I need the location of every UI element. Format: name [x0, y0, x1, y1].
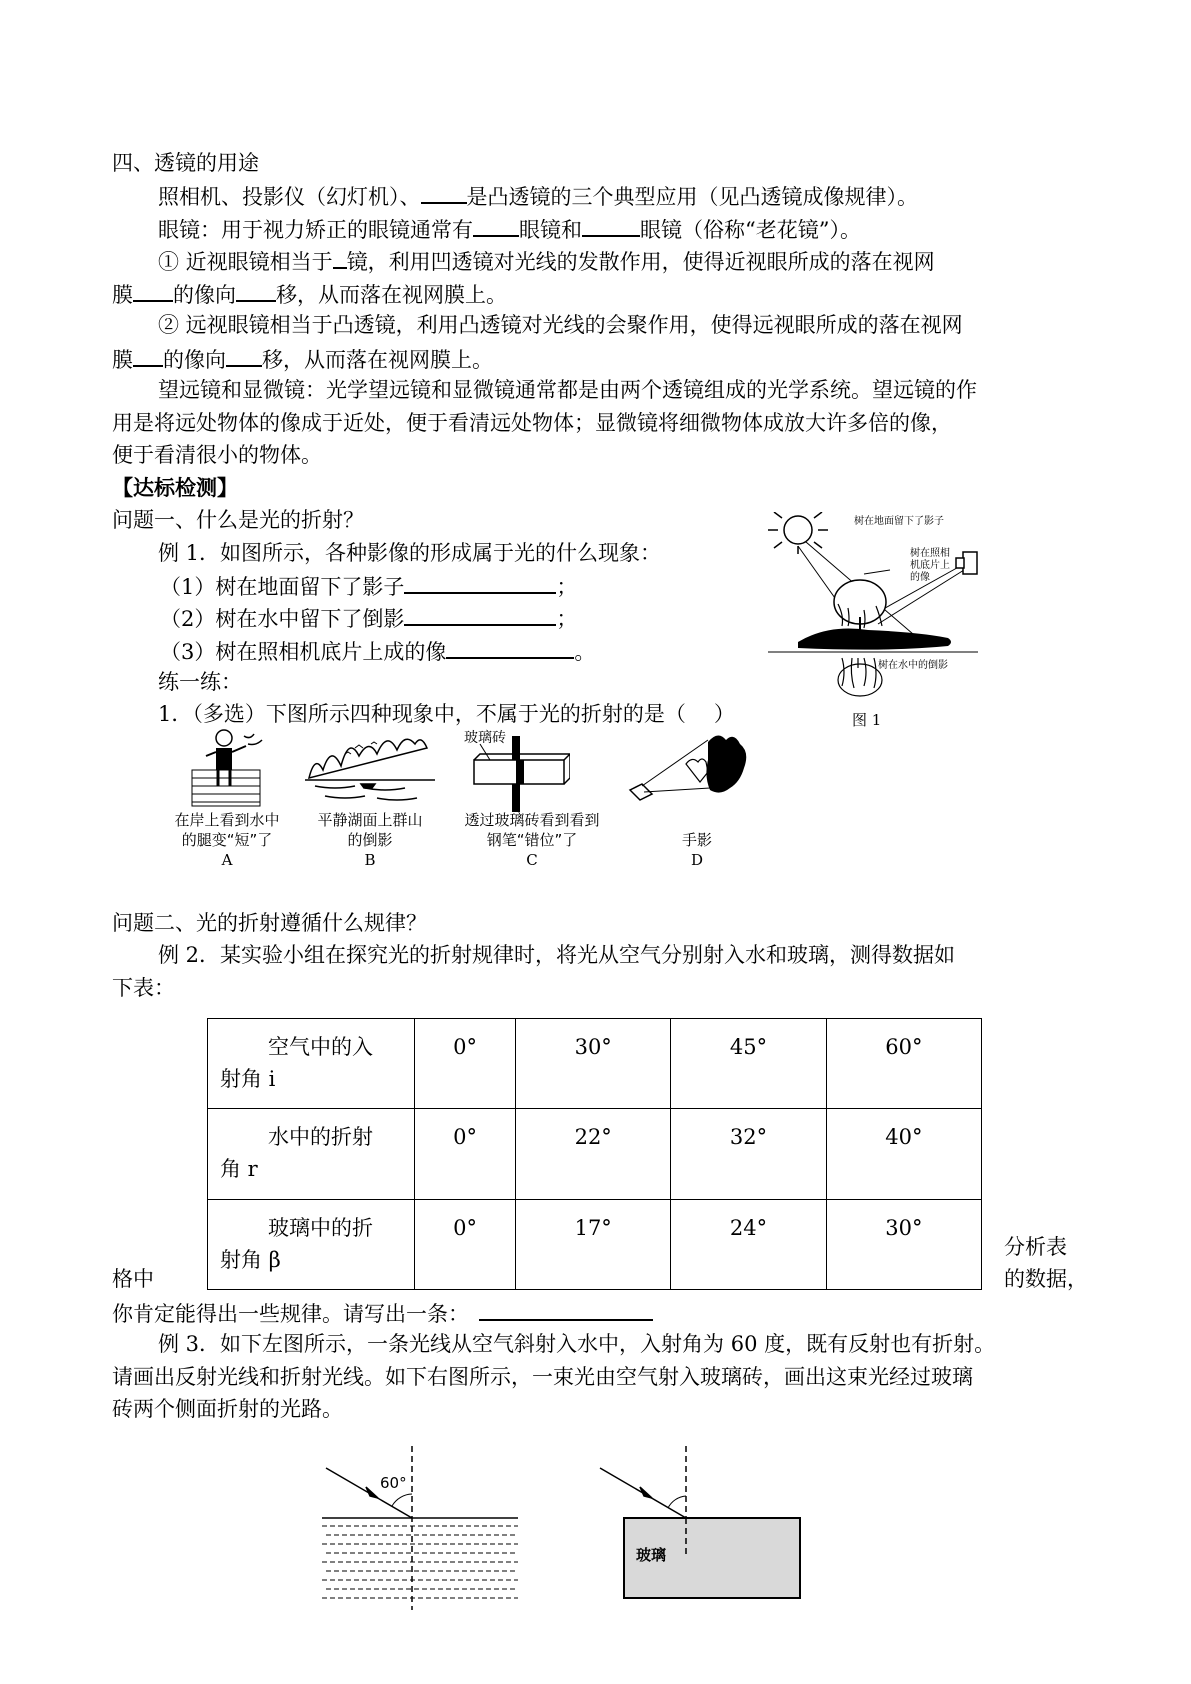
label-shadow: 树在地面留下了影子	[854, 516, 944, 527]
paragraph-telescope-1: 望远镜和显微镜：光学望远镜和显微镜通常都是由两个透镜组成的光学系统。望远镜的作	[158, 378, 977, 402]
glass-brick-label: 玻璃砖	[464, 730, 506, 746]
answer-blank[interactable]	[133, 345, 163, 367]
island-ground	[768, 629, 978, 653]
refraction-data-table	[207, 1018, 982, 1290]
option-a[interactable]: 在岸上看到水中 的腿变“短”了 A	[174, 811, 280, 869]
glass-brick-pen-icon	[464, 729, 570, 812]
figure-water-refraction	[320, 1446, 520, 1610]
option-b[interactable]: 平静湖面上群山 的倒影 B	[317, 811, 423, 869]
label-camera-3: 的像	[910, 572, 930, 583]
table-cell: 0°	[415, 1019, 516, 1109]
figure-glass-refraction	[590, 1446, 810, 1606]
tree-icon	[834, 580, 886, 634]
paragraph-myopia-1: ① 近视眼镜相当于 镜，利用凹透镜对光线的发散作用，使得近视眼所成的落在视网	[158, 247, 935, 275]
label-camera-2: 机底片上	[910, 560, 950, 571]
table-cell: 22°	[516, 1109, 671, 1199]
row-header: 水中的折射 角 r	[208, 1109, 415, 1199]
camera-icon	[956, 552, 977, 574]
label-camera-1: 树在照相	[910, 548, 950, 559]
example-1-item-1: （1）树在地面留下了影子 ；	[160, 572, 577, 600]
person-in-water-icon	[192, 730, 262, 806]
example-3-line-2: 请画出反射光线和折射光线。如下右图所示，一束光由空气射入玻璃砖，画出这束光经过玻璃	[112, 1365, 973, 1389]
question-2: 问题二、光的折射遵循什么规律？	[112, 911, 427, 935]
table-cell: 30°	[516, 1019, 671, 1109]
figure-1-caption: 图 1	[852, 711, 882, 729]
check-heading: 【达标检测】	[112, 475, 238, 500]
example-1-item-2: （2）树在水中留下了倒影 ；	[160, 604, 577, 632]
table-row	[208, 1199, 982, 1289]
row-header: 玻璃中的折 射角 β	[208, 1199, 415, 1289]
answer-blank[interactable]	[133, 280, 173, 302]
answer-blank[interactable]	[226, 345, 262, 367]
answer-blank[interactable]	[479, 1299, 653, 1321]
row-header: 空气中的入 射角 i	[208, 1019, 415, 1109]
paragraph-glasses: 眼镜：用于视力矫正的眼镜通常有 眼镜和 眼镜（俗称“老花镜”）。	[158, 215, 861, 243]
example-1: 例 1．如图所示，各种影像的形成属于光的什么现象：	[158, 541, 662, 565]
table-cell: 45°	[671, 1019, 826, 1109]
example-1-item-3: （3）树在照相机底片上成的像 。	[160, 637, 595, 665]
example-3-line-3: 砖两个侧面折射的光路。	[112, 1397, 343, 1421]
option-a-image	[186, 728, 266, 810]
water-dashes	[322, 1526, 518, 1598]
example-2-line-2: 下表：	[112, 976, 175, 1000]
answer-blank[interactable]	[333, 247, 347, 269]
answer-blank[interactable]	[404, 604, 556, 626]
mountain-lake-icon	[305, 739, 435, 800]
angle-arc	[668, 1496, 686, 1508]
angle-arc	[392, 1494, 412, 1506]
figure-1-tree-sun	[768, 512, 978, 710]
answer-blank[interactable]	[421, 182, 467, 204]
table-cell: 40°	[826, 1109, 981, 1199]
table-row	[208, 1109, 982, 1199]
question-1: 问题一、什么是光的折射？	[112, 508, 364, 532]
option-d-image	[622, 728, 752, 808]
after-table-right-1: 分析表	[1004, 1235, 1067, 1259]
example-3-line-1: 例 3．如下左图所示，一条光线从空气斜射入水中，入射角为 60 度，既有反射也有折射。	[158, 1332, 996, 1356]
arrow-icon	[366, 1487, 378, 1498]
after-table-left: 格中	[112, 1267, 154, 1291]
section-title: 四、透镜的用途	[112, 151, 259, 175]
example-2-answer-line: 你肯定能得出一些规律。请写出一条：	[112, 1299, 653, 1327]
practice-question-1: 1．（多选）下图所示四种现象中，不属于光的折射的是（ ）	[158, 702, 735, 726]
answer-blank[interactable]	[404, 572, 556, 594]
answer-blank[interactable]	[446, 637, 574, 659]
answer-blank[interactable]	[473, 215, 519, 237]
table-cell: 24°	[671, 1199, 826, 1289]
table-cell: 60°	[826, 1019, 981, 1109]
table-cell: 17°	[516, 1199, 671, 1289]
table-cell: 0°	[415, 1109, 516, 1199]
glass-label: 玻璃	[636, 1546, 667, 1564]
sun-icon	[768, 512, 828, 554]
arrow-icon	[640, 1487, 652, 1498]
answer-blank[interactable]	[236, 280, 276, 302]
paragraph-uses: 照相机、投影仪（幻灯机）、 是凸透镜的三个典型应用（见凸透镜成像规律）。	[158, 182, 918, 210]
label-reflection: 树在水中的倒影	[878, 660, 948, 671]
paragraph-hyperopia-2: 膜 的像向 移，从而落在视网膜上。	[112, 345, 493, 373]
answer-blank[interactable]	[582, 215, 640, 237]
table-cell: 32°	[671, 1109, 826, 1199]
paragraph-telescope-2: 用是将远处物体的像成于近处，便于看清远处物体；显微镜将细微物体成放大许多倍的像，	[112, 411, 952, 435]
option-c-image	[460, 728, 570, 814]
option-d[interactable]: 手影 D	[681, 831, 712, 869]
after-table-right-2: 的数据，	[1004, 1267, 1088, 1291]
angle-label: 60°	[380, 1474, 407, 1492]
practice-label: 练一练：	[158, 670, 242, 694]
option-c[interactable]: 透过玻璃砖看到看到 钢笔“错位”了 C	[464, 811, 600, 869]
example-2-line-1: 例 2．某实验小组在探究光的折射规律时，将光从空气分别射入水和玻璃，测得数据如	[158, 943, 956, 967]
table-row	[208, 1019, 982, 1109]
paragraph-hyperopia-1: ② 远视眼镜相当于凸透镜，利用凸透镜对光线的会聚作用，使得远视眼所成的落在视网	[158, 313, 963, 337]
paragraph-telescope-3: 便于看清很小的物体。	[112, 443, 322, 467]
paragraph-myopia-2: 膜 的像向 移，从而落在视网膜上。	[112, 280, 507, 308]
tree-reflection-icon	[838, 658, 882, 696]
table-cell: 30°	[826, 1199, 981, 1289]
table-cell: 0°	[415, 1199, 516, 1289]
option-b-image	[305, 738, 435, 810]
hand-shadow-icon	[630, 735, 746, 800]
